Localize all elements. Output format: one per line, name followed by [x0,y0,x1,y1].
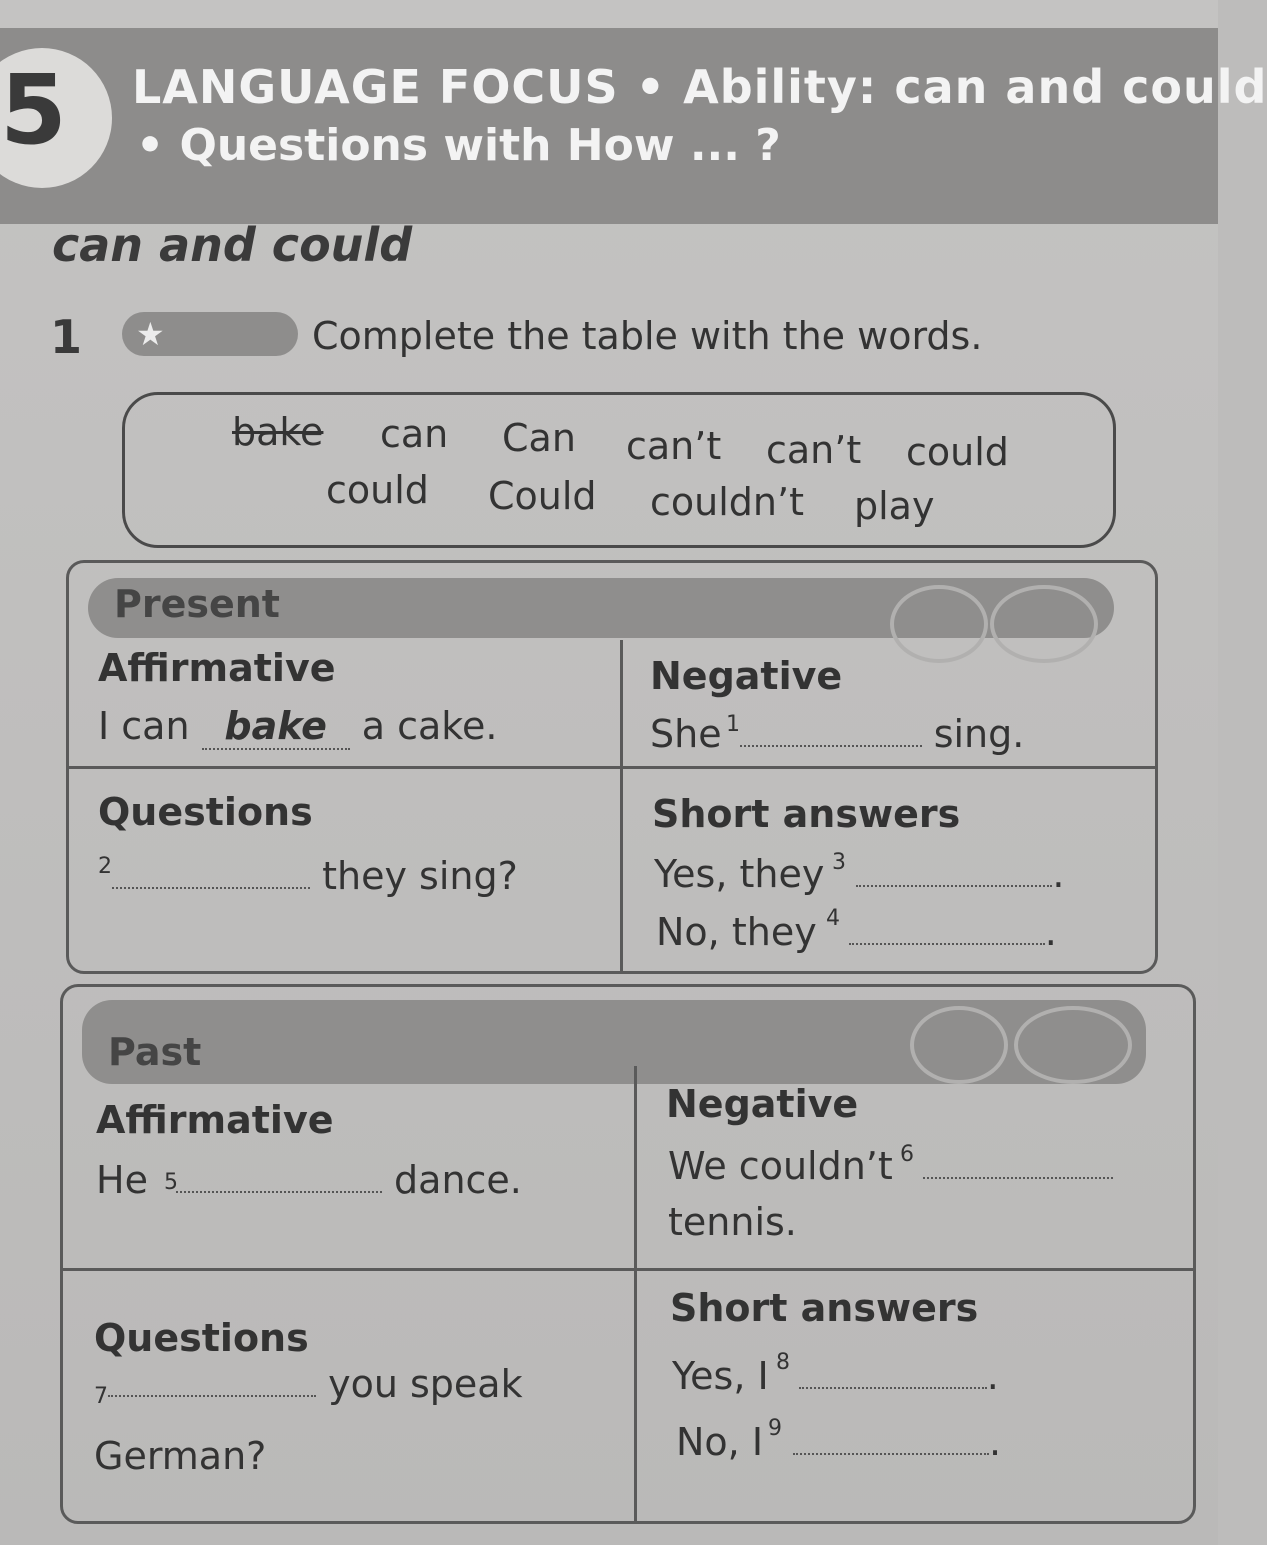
present-short-answer-yes: Yes, they . [654,852,1065,896]
present-negative-sentence [650,712,1024,756]
table-divider [60,1268,1196,1271]
blank-number-5: 5 [164,1170,178,1195]
past-affirmative-sentence [96,1158,522,1202]
blank-number-6: 6 [900,1142,914,1167]
blank-number-3: 3 [832,850,846,875]
exercise-instruction: Complete the table with the words. [312,314,983,358]
past-short-answer-yes: Yes, I . [672,1354,999,1398]
past-affirmative-heading: Affirmative [96,1098,334,1142]
answer-blank-2[interactable] [112,863,310,889]
example-answer: bake [202,704,350,750]
word-play: play [854,484,935,528]
sentence-text: I can [98,704,190,748]
past-negative-sentence-line1 [668,1144,1113,1188]
past-question-sentence-line1 [108,1362,523,1406]
answer-blank-1[interactable] [740,721,922,747]
header-line1-prefix: LANGUAGE FOCUS • Ability: [132,60,895,114]
sentence-text: sing. [933,712,1025,756]
blank-number-7: 7 [94,1384,108,1409]
past-questions-heading: Questions [94,1316,309,1360]
present-questions-heading: Questions [98,790,313,834]
answer-blank-4[interactable] [849,919,1045,945]
table-divider [620,640,623,974]
word-Can: Can [502,416,576,460]
header-title-line1 [132,60,1267,114]
present-short-answer-no: No, they . [656,910,1057,954]
decorative-swirl [890,585,988,663]
section-title: can and could [52,218,413,272]
sentence-text: you speak [328,1362,523,1406]
sentence-text: We couldn’t [668,1144,893,1188]
past-label: Past [108,1030,202,1074]
blank-number-4: 4 [826,906,840,931]
past-question-sentence-line2: German? [94,1434,267,1478]
word-cant-2: can’t [766,428,862,472]
past-negative-sentence-line2: tennis. [668,1200,797,1244]
answer-blank-5[interactable] [176,1167,382,1193]
unit-number: 5 [0,54,67,166]
difficulty-pill [122,312,298,356]
star-icon: ★ [136,315,165,353]
sentence-text: No, they [656,910,817,954]
answer-blank-6[interactable] [923,1153,1113,1179]
sentence-text: Yes, they [654,852,825,896]
sentence-text: they sing? [322,854,518,898]
present-label: Present [114,582,280,626]
sentence-text: dance. [394,1158,522,1202]
past-short-answer-no: No, I . [676,1420,1002,1464]
decorative-swirl [910,1006,1008,1084]
past-short-answers-heading: Short answers [670,1286,979,1330]
blank-number-9: 9 [768,1416,782,1441]
blank-number-2: 2 [98,854,112,879]
past-negative-heading: Negative [666,1082,859,1126]
sentence-text: Yes, I [672,1354,769,1398]
header-line2-prefix: • Questions with [136,120,567,171]
word-could-1: could [906,430,1009,474]
sentence-text: a cake. [361,704,498,748]
word-Could: Could [488,474,597,518]
word-bake: bake [232,410,324,454]
word-could-2: could [326,468,429,512]
present-question-sentence [112,854,518,898]
exercise-number: 1 [50,310,83,364]
word-cant-1: can’t [626,424,722,468]
present-negative-heading: Negative [650,654,843,698]
header-title-line2 [136,120,781,171]
sentence-text: No, I [676,1420,764,1464]
header-line1-italic: can and could [894,60,1267,114]
answer-blank-9[interactable] [793,1429,989,1455]
sentence-text: She [650,712,722,756]
answer-blank-8[interactable] [799,1363,987,1389]
present-short-answers-heading: Short answers [652,792,961,836]
sentence-text: He [96,1158,148,1202]
present-affirmative-heading: Affirmative [98,646,336,690]
blank-number-8: 8 [776,1350,790,1375]
table-divider [66,766,1158,769]
answer-blank-7[interactable] [108,1371,316,1397]
table-divider [634,1066,637,1524]
present-affirmative-sentence [98,704,497,750]
blank-number-1: 1 [726,712,740,737]
word-couldnt: couldn’t [650,480,804,524]
decorative-swirl [1014,1006,1132,1084]
word-can: can [380,412,449,456]
answer-blank-3[interactable] [856,861,1052,887]
decorative-swirl [990,585,1098,663]
header-line2-italic: How ... ? [566,120,781,171]
